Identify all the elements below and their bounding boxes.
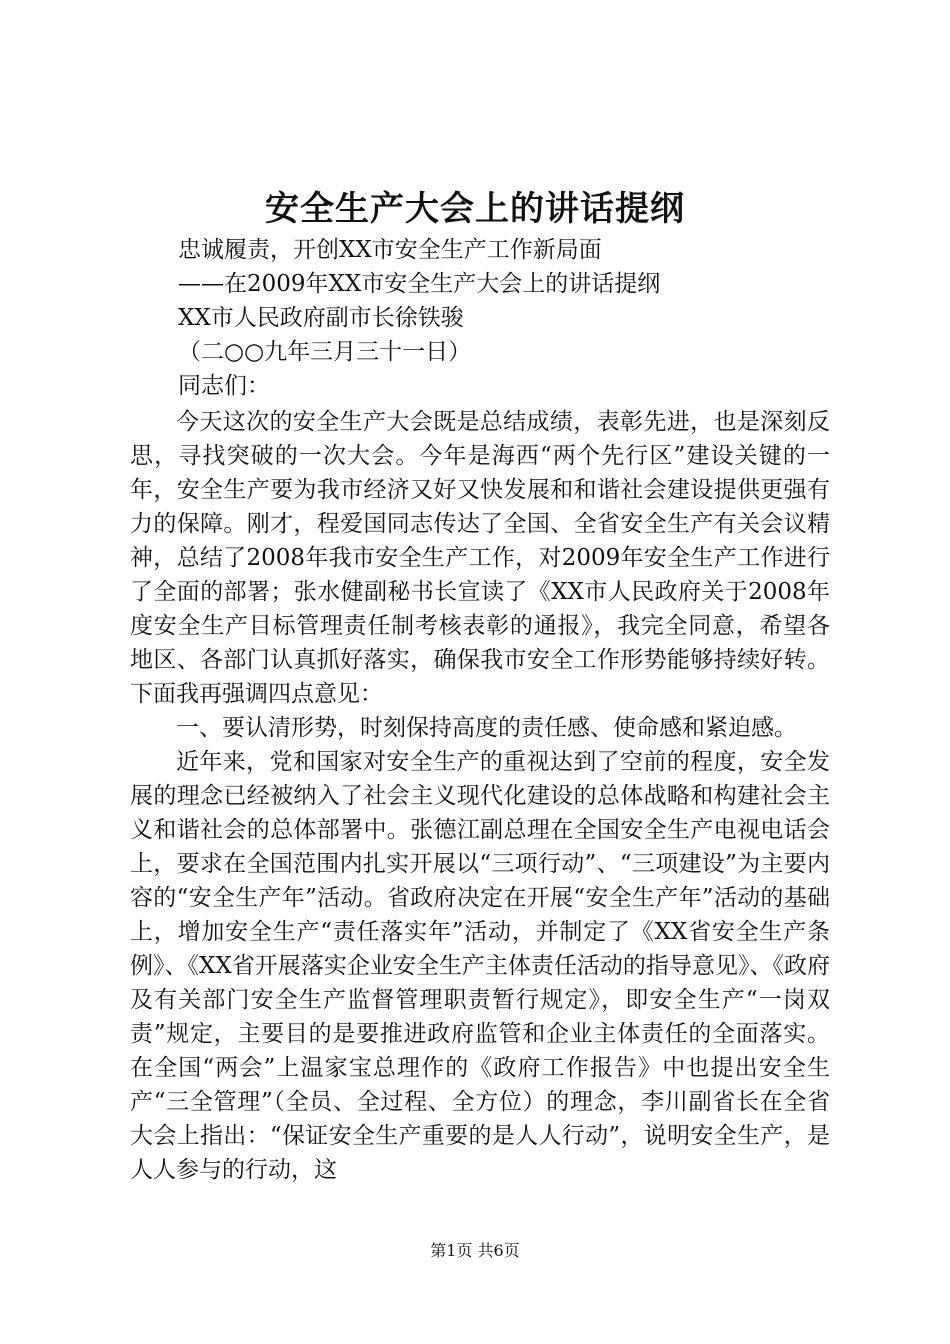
page-footer: 第1页 共6页 (430, 1241, 520, 1260)
paragraph-intro: 今天这次的安全生产大会既是总结成绩，表彰先进，也是深刻反思，寻找突破的一次大会。今年是海西“两个先行区”建设关键的一年，安全生产要为我市经济又好又快发展和和谐社会建设提供更强有力的保障。刚才，程爱国同志传达了全国、全省安全生产有关会议精神，总结了2008年我市安全生产工作，对2009年安全生产工作进行了全面的部署；张水健副秘书长宣读了《XX市人民政府关于2008年度安全生产目标管理责任制考核表彰的通报》，我完全同意，希望各地区、各部门认真抓好落实，确保我市安全工作形势能够持续好转。下面我再强调四点意见： (130, 409, 830, 707)
section-heading-1: 一、要认清形势，时刻保持高度的责任感、使命感和紧迫感。 (176, 715, 797, 741)
speech-date: （二○○九年三月三十一日） (178, 339, 472, 365)
speech-body (130, 405, 830, 1187)
greeting: 同志们： (178, 373, 270, 399)
paragraph-section-1: 近年来，党和国家对安全生产的重视达到了空前的程度，安全发展的理念已经被纳入了社会主义现代化建设的总体战略和构建社会主义和谐社会的总体部署中。张德江副总理在全国安全生产电视电话会上，要求在全国范围内扎实开展以“三项行动”、“三项建设”为主要内容的“安全生产年”活动。省政府决定在开展“安全生产年”活动的基础上，增加安全生产“责任落实年”活动，并制定了《XX省安全生产条例》、《XX省开展落实企业安全生产主体责任活动的指导意见》、《政府及有关部门安全生产监督管理职责暂行规定》，即安全生产“一岗双责”规定，主要目的是要推进政府监管和企业主体责任的全面落实。在全国“两会”上温家宝总理作的《政府工作报告》中也提出安全生产“三全管理”（全员、全过程、全方位）的理念，李川副省长在全省大会上指出：“保证安全生产重要的是人人行动”，说明安全生产，是人人参与的行动，这 (130, 749, 830, 1183)
document-title: 安全生产大会上的讲话提纲 (265, 189, 685, 229)
speech-subtitle-2: ——在2009年XX市安全生产大会上的讲话提纲 (178, 271, 661, 297)
speech-header (178, 233, 878, 403)
speaker-line: XX市人民政府副市长徐铁骏 (178, 305, 464, 331)
speech-subtitle: 忠诚履责，开创XX市安全生产工作新局面 (178, 237, 602, 263)
